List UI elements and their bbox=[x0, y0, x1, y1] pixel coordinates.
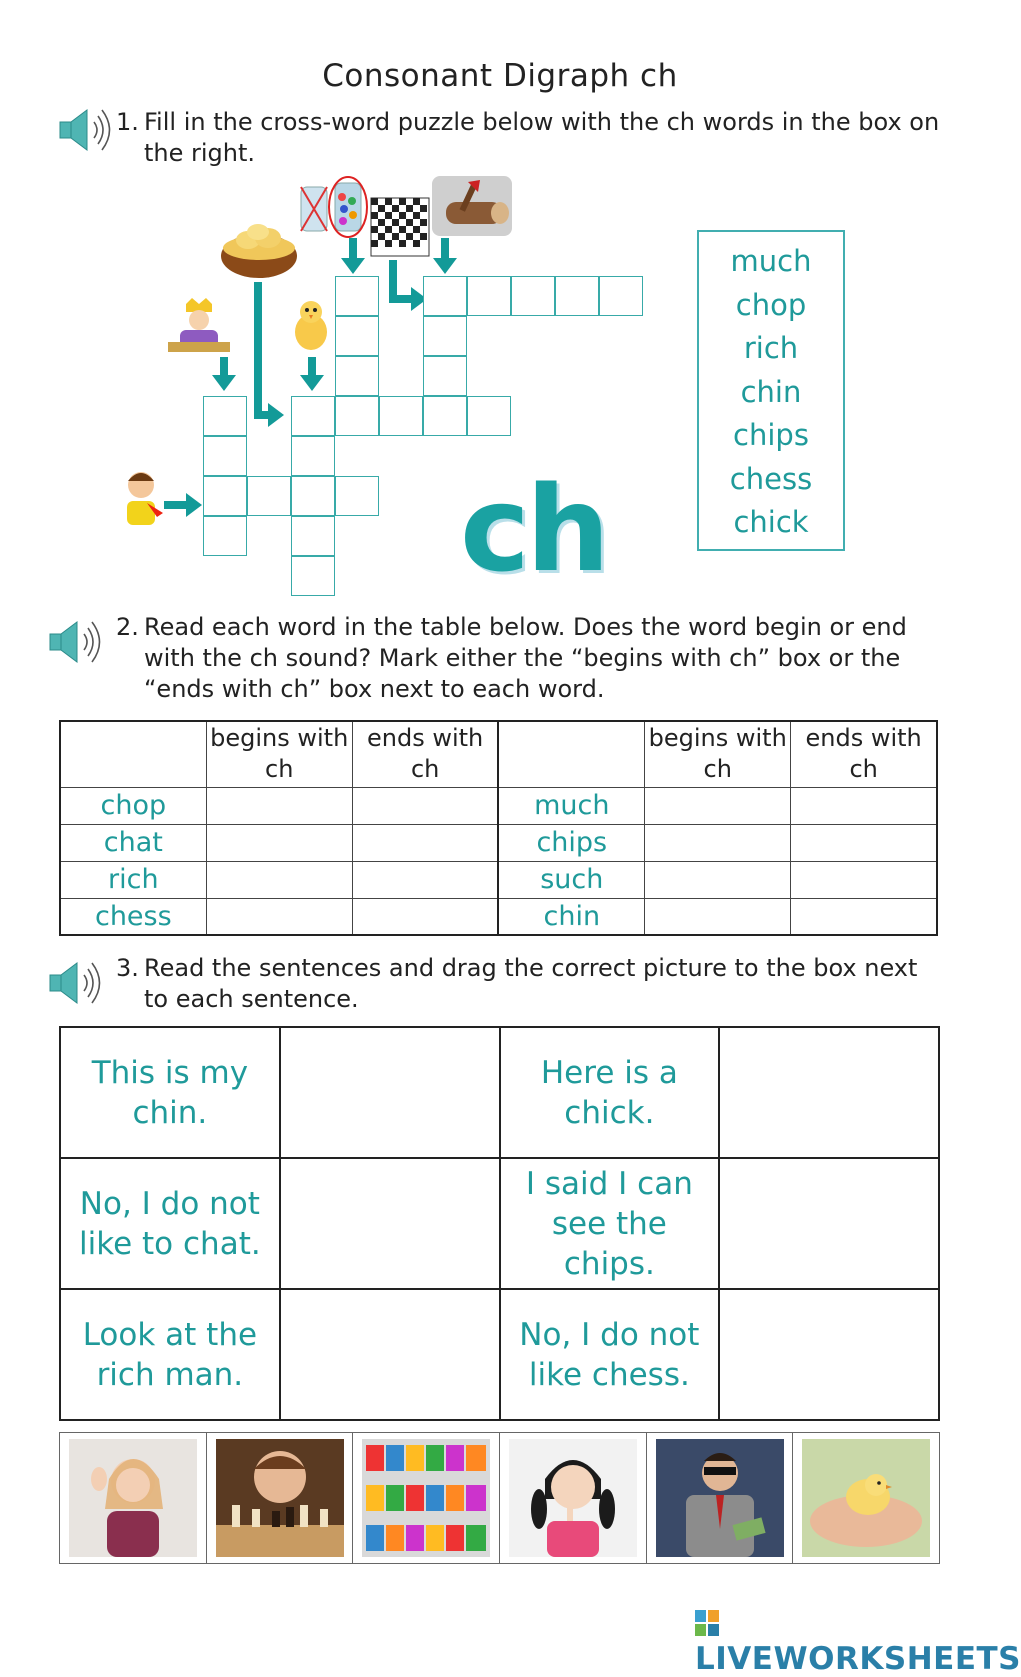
crossword-cell[interactable] bbox=[291, 556, 335, 596]
picture-slot bbox=[60, 1433, 207, 1563]
crossword-cell[interactable] bbox=[203, 436, 247, 476]
sentence-cell: No, I do not like chess. bbox=[500, 1289, 720, 1420]
ends-checkbox[interactable] bbox=[791, 861, 937, 898]
header-begins-right: begins with ch bbox=[645, 721, 791, 787]
table-row bbox=[60, 898, 937, 935]
boy-playing-chess-photo[interactable] bbox=[216, 1439, 344, 1557]
girl-finger-on-chin-photo[interactable] bbox=[509, 1439, 637, 1557]
table-row bbox=[60, 787, 937, 824]
big-ch-letters: ch bbox=[460, 460, 606, 598]
header-ends-left: ends with ch bbox=[352, 721, 498, 787]
crossword-cell[interactable] bbox=[203, 476, 247, 516]
crossword-cell[interactable] bbox=[555, 276, 599, 316]
crossword-cell[interactable] bbox=[335, 476, 379, 516]
begins-checkbox[interactable] bbox=[645, 824, 791, 861]
word-cell: chips bbox=[498, 824, 644, 861]
word-cell: chat bbox=[60, 824, 206, 861]
girl-touching-hair-photo[interactable] bbox=[69, 1439, 197, 1557]
begins-checkbox[interactable] bbox=[206, 898, 352, 935]
crossword-cell[interactable] bbox=[335, 316, 379, 356]
crossword-cell[interactable] bbox=[379, 396, 423, 436]
table-row bbox=[60, 861, 937, 898]
drop-box[interactable] bbox=[719, 1158, 939, 1289]
word-cell: rich bbox=[60, 861, 206, 898]
crossword-cell[interactable] bbox=[423, 316, 467, 356]
picture-slot bbox=[500, 1433, 647, 1563]
begins-checkbox[interactable] bbox=[206, 787, 352, 824]
ends-checkbox[interactable] bbox=[352, 787, 498, 824]
crossword-cell[interactable] bbox=[335, 276, 379, 316]
sentence-cell: Here is a chick. bbox=[500, 1027, 720, 1158]
begins-checkbox[interactable] bbox=[206, 861, 352, 898]
word-cell: much bbox=[498, 787, 644, 824]
word-bank-item: chop bbox=[735, 287, 807, 322]
instruction-3-number: 3. bbox=[116, 954, 139, 982]
word-bank-item: chin bbox=[740, 374, 802, 409]
drop-box[interactable] bbox=[280, 1158, 500, 1289]
table-row bbox=[60, 1158, 939, 1289]
word-bank-item: chips bbox=[733, 418, 809, 452]
chick-in-hands-photo[interactable] bbox=[802, 1439, 930, 1557]
crossword-cell[interactable] bbox=[203, 516, 247, 556]
table-row bbox=[60, 824, 937, 861]
sentence-table bbox=[59, 1026, 940, 1421]
ends-checkbox[interactable] bbox=[352, 824, 498, 861]
picture-slot bbox=[353, 1433, 500, 1563]
word-cell: such bbox=[498, 861, 644, 898]
ends-checkbox[interactable] bbox=[352, 861, 498, 898]
liveworksheets-logo bbox=[695, 1605, 1021, 1677]
picture-strip bbox=[59, 1432, 940, 1564]
begins-checkbox[interactable] bbox=[206, 824, 352, 861]
picture-slot bbox=[793, 1433, 939, 1563]
sentence-cell: I said I can see the chips. bbox=[500, 1158, 720, 1289]
instruction-1-number: 1. bbox=[116, 108, 139, 136]
drop-box[interactable] bbox=[280, 1289, 500, 1420]
header-ends-right: ends with ch bbox=[791, 721, 937, 787]
word-bank-item: rich bbox=[743, 331, 799, 365]
crossword-cell[interactable] bbox=[511, 276, 555, 316]
sentence-cell: No, I do not like to chat. bbox=[60, 1158, 280, 1289]
crossword-cell[interactable] bbox=[467, 276, 511, 316]
word-bank-item: chess bbox=[729, 461, 813, 496]
ends-checkbox[interactable] bbox=[791, 787, 937, 824]
word-bank bbox=[697, 230, 845, 551]
page-title: Consonant Digraph ch bbox=[322, 58, 678, 94]
table-row bbox=[60, 1289, 939, 1420]
rich-man-money-photo[interactable] bbox=[656, 1439, 784, 1557]
ends-checkbox[interactable] bbox=[791, 898, 937, 935]
table-row bbox=[60, 1027, 939, 1158]
instruction-3 bbox=[116, 953, 936, 1015]
drop-box[interactable] bbox=[719, 1289, 939, 1420]
begins-checkbox[interactable] bbox=[645, 861, 791, 898]
instruction-2-text: Read each word in the table below. Does the word begin or end with the ch sound? Mark either the “begins with ch” box or the “ends with ch” box next to each word. bbox=[144, 613, 907, 703]
logo-mark-icon bbox=[695, 1608, 719, 1634]
crossword-cell[interactable] bbox=[291, 476, 335, 516]
crossword-cell[interactable] bbox=[335, 356, 379, 396]
word-cell: chess bbox=[60, 898, 206, 935]
crossword-cell[interactable] bbox=[423, 396, 467, 436]
crossword-cell[interactable] bbox=[291, 436, 335, 476]
crossword-cell[interactable] bbox=[291, 516, 335, 556]
ends-checkbox[interactable] bbox=[352, 898, 498, 935]
crossword-cell[interactable] bbox=[599, 276, 643, 316]
instruction-1-text: Fill in the cross-word puzzle below with the ch words in the box on the right. bbox=[144, 108, 940, 167]
crossword-cell[interactable] bbox=[203, 396, 247, 436]
word-bank-item: chick bbox=[733, 505, 809, 539]
begins-checkbox[interactable] bbox=[645, 787, 791, 824]
header-begins-left: begins with ch bbox=[206, 721, 352, 787]
crossword-cell[interactable] bbox=[247, 476, 291, 516]
ch-sound-table bbox=[59, 720, 938, 936]
sentence-cell: This is my chin. bbox=[60, 1027, 280, 1158]
chips-shelf-photo[interactable] bbox=[362, 1439, 490, 1557]
speaker-icon[interactable] bbox=[47, 959, 111, 1007]
instruction-2 bbox=[116, 612, 936, 705]
crossword-cell[interactable] bbox=[423, 356, 467, 396]
crossword-cell[interactable] bbox=[423, 276, 467, 316]
crossword-cell[interactable] bbox=[291, 396, 335, 436]
picture-slot bbox=[207, 1433, 354, 1563]
table-header-blank bbox=[60, 721, 206, 787]
speaker-icon[interactable] bbox=[47, 618, 111, 666]
word-cell: chop bbox=[60, 787, 206, 824]
ends-checkbox[interactable] bbox=[791, 824, 937, 861]
instruction-3-text: Read the sentences and drag the correct picture to the box next to each sentence. bbox=[144, 954, 918, 1013]
drop-box[interactable] bbox=[280, 1027, 500, 1158]
crossword-cell[interactable] bbox=[335, 396, 379, 436]
drop-box[interactable] bbox=[719, 1027, 939, 1158]
word-bank-item: much bbox=[730, 244, 812, 278]
word-cell: chin bbox=[498, 898, 644, 935]
logo-text: LIVEWORKSHEETS bbox=[695, 1641, 1021, 1677]
table-header-blank bbox=[498, 721, 644, 787]
crossword-cell[interactable] bbox=[467, 396, 511, 436]
instruction-2-number: 2. bbox=[116, 613, 139, 641]
begins-checkbox[interactable] bbox=[645, 898, 791, 935]
picture-slot bbox=[647, 1433, 794, 1563]
sentence-cell: Look at the rich man. bbox=[60, 1289, 280, 1420]
